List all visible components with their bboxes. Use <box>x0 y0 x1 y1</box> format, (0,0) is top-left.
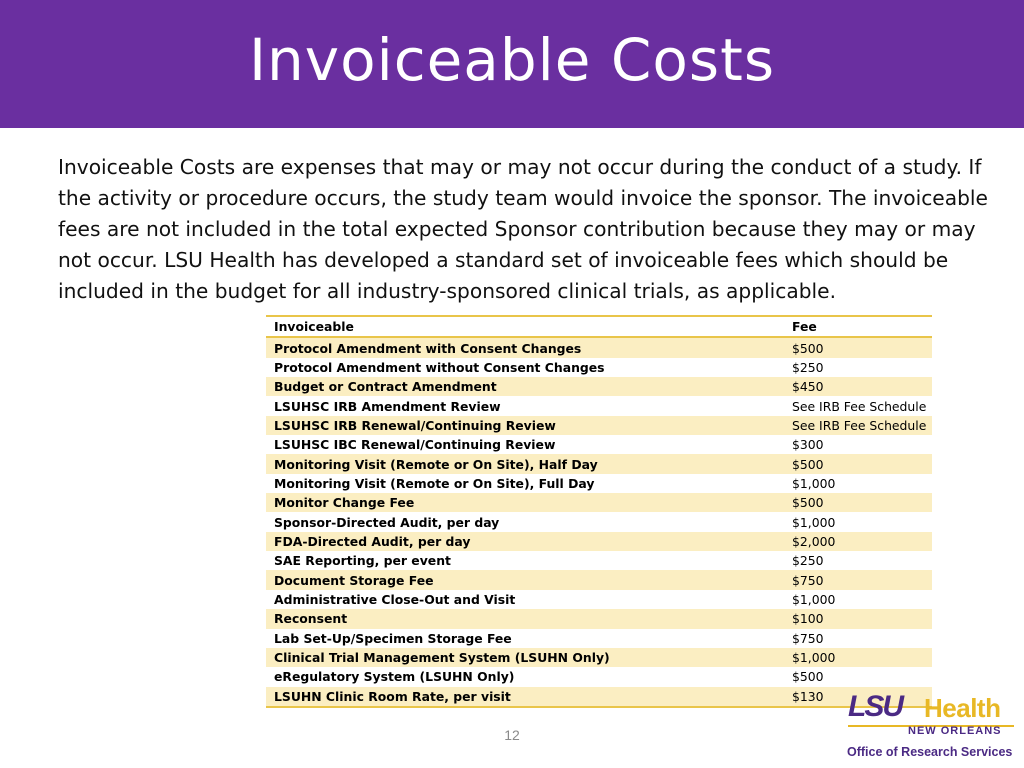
row-fee-cell: See IRB Fee Schedule <box>792 398 927 414</box>
table-row <box>266 629 932 648</box>
table-row <box>266 377 932 396</box>
row-fee-cell: $1,000 <box>792 591 836 607</box>
logo-lsu-text: LSU <box>848 690 902 723</box>
row-invoiceable-cell: Reconsent <box>274 611 348 627</box>
table-row <box>266 474 932 493</box>
table-row <box>266 435 932 454</box>
logo-subtitle: NEW ORLEANS <box>908 725 1002 737</box>
row-fee-cell: $750 <box>792 572 824 588</box>
row-invoiceable-cell: FDA-Directed Audit, per day <box>274 533 471 549</box>
table-row <box>266 337 932 357</box>
table-row <box>266 532 932 551</box>
row-fee-cell: $2,000 <box>792 533 836 549</box>
table-row <box>266 609 932 628</box>
table-row <box>266 687 932 707</box>
table-row <box>266 648 932 667</box>
logo-office: Office of Research Services <box>847 745 1013 759</box>
row-invoiceable-cell: Protocol Amendment without Consent Changes <box>274 359 605 375</box>
table-body <box>266 337 932 707</box>
row-fee-cell: $750 <box>792 630 824 646</box>
row-invoiceable-cell: Document Storage Fee <box>274 572 434 588</box>
row-invoiceable-cell: Monitoring Visit (Remote or On Site), Full Day <box>274 475 595 491</box>
row-fee-cell: $1,000 <box>792 514 836 530</box>
header-fee: Fee <box>784 316 932 337</box>
row-invoiceable-cell: eRegulatory System (LSUHN Only) <box>274 669 515 685</box>
row-invoiceable-cell: LSUHSC IBC Renewal/Continuing Review <box>274 437 556 453</box>
row-invoiceable-cell: LSUHSC IRB Renewal/Continuing Review <box>274 417 556 433</box>
row-fee-cell: $130 <box>792 688 824 704</box>
lsu-health-logo <box>846 690 1016 762</box>
row-fee-cell: $250 <box>792 359 824 375</box>
row-fee-cell: $500 <box>792 495 824 511</box>
row-invoiceable-cell: LSUHSC IRB Amendment Review <box>274 398 501 414</box>
title-bar <box>0 0 1024 128</box>
table-row <box>266 590 932 609</box>
row-invoiceable-cell: Sponsor-Directed Audit, per day <box>274 514 500 530</box>
row-fee-cell: $1,000 <box>792 475 836 491</box>
logo-health-text: Health <box>924 693 1001 723</box>
table-row <box>266 454 932 473</box>
row-invoiceable-cell: Lab Set-Up/Specimen Storage Fee <box>274 630 512 646</box>
table-row <box>266 493 932 512</box>
row-fee-cell: $500 <box>792 669 824 685</box>
table-row <box>266 570 932 589</box>
invoiceable-fees-table <box>266 315 932 708</box>
row-fee-cell: $500 <box>792 456 824 472</box>
row-fee-cell: See IRB Fee Schedule <box>792 417 927 433</box>
row-invoiceable-cell: SAE Reporting, per event <box>274 553 451 569</box>
row-fee-cell: $1,000 <box>792 650 836 666</box>
intro-paragraph: Invoiceable Costs are expenses that may or may not occur during the conduct of a study. If the activity or procedure occurs, the study team would invoice the sponsor. The invoiceable fees are not included in the total expected Sponsor contribution because they may or may not occur. LSU Health has developed a standard set of invoiceable fees which should be included in the budget for all industry-sponsored clinical trials, as applicable. <box>58 155 988 303</box>
row-invoiceable-cell: Clinical Trial Management System (LSUHN Only) <box>274 650 610 666</box>
row-fee-cell: $450 <box>792 379 824 395</box>
row-invoiceable-cell: Monitor Change Fee <box>274 495 415 511</box>
table-row <box>266 551 932 570</box>
table-row <box>266 512 932 531</box>
row-fee-cell: $300 <box>792 437 824 453</box>
row-invoiceable-cell: LSUHN Clinic Room Rate, per visit <box>274 688 511 704</box>
row-invoiceable-cell: Budget or Contract Amendment <box>274 379 497 395</box>
row-invoiceable-cell: Protocol Amendment with Consent Changes <box>274 340 582 356</box>
row-fee-cell: $100 <box>792 611 824 627</box>
header-invoiceable: Invoiceable <box>266 316 784 337</box>
row-fee-cell: $250 <box>792 553 824 569</box>
table-row <box>266 667 932 686</box>
row-invoiceable-cell: Administrative Close-Out and Visit <box>274 591 516 607</box>
table-row <box>266 396 932 415</box>
table-row <box>266 416 932 435</box>
page-number: 12 <box>504 727 520 743</box>
table-row <box>266 358 932 377</box>
row-fee-cell: $500 <box>792 340 824 356</box>
table-header-row <box>266 316 932 337</box>
row-invoiceable-cell: Monitoring Visit (Remote or On Site), Half Day <box>274 456 598 472</box>
slide-title: Invoiceable Costs <box>248 26 776 94</box>
